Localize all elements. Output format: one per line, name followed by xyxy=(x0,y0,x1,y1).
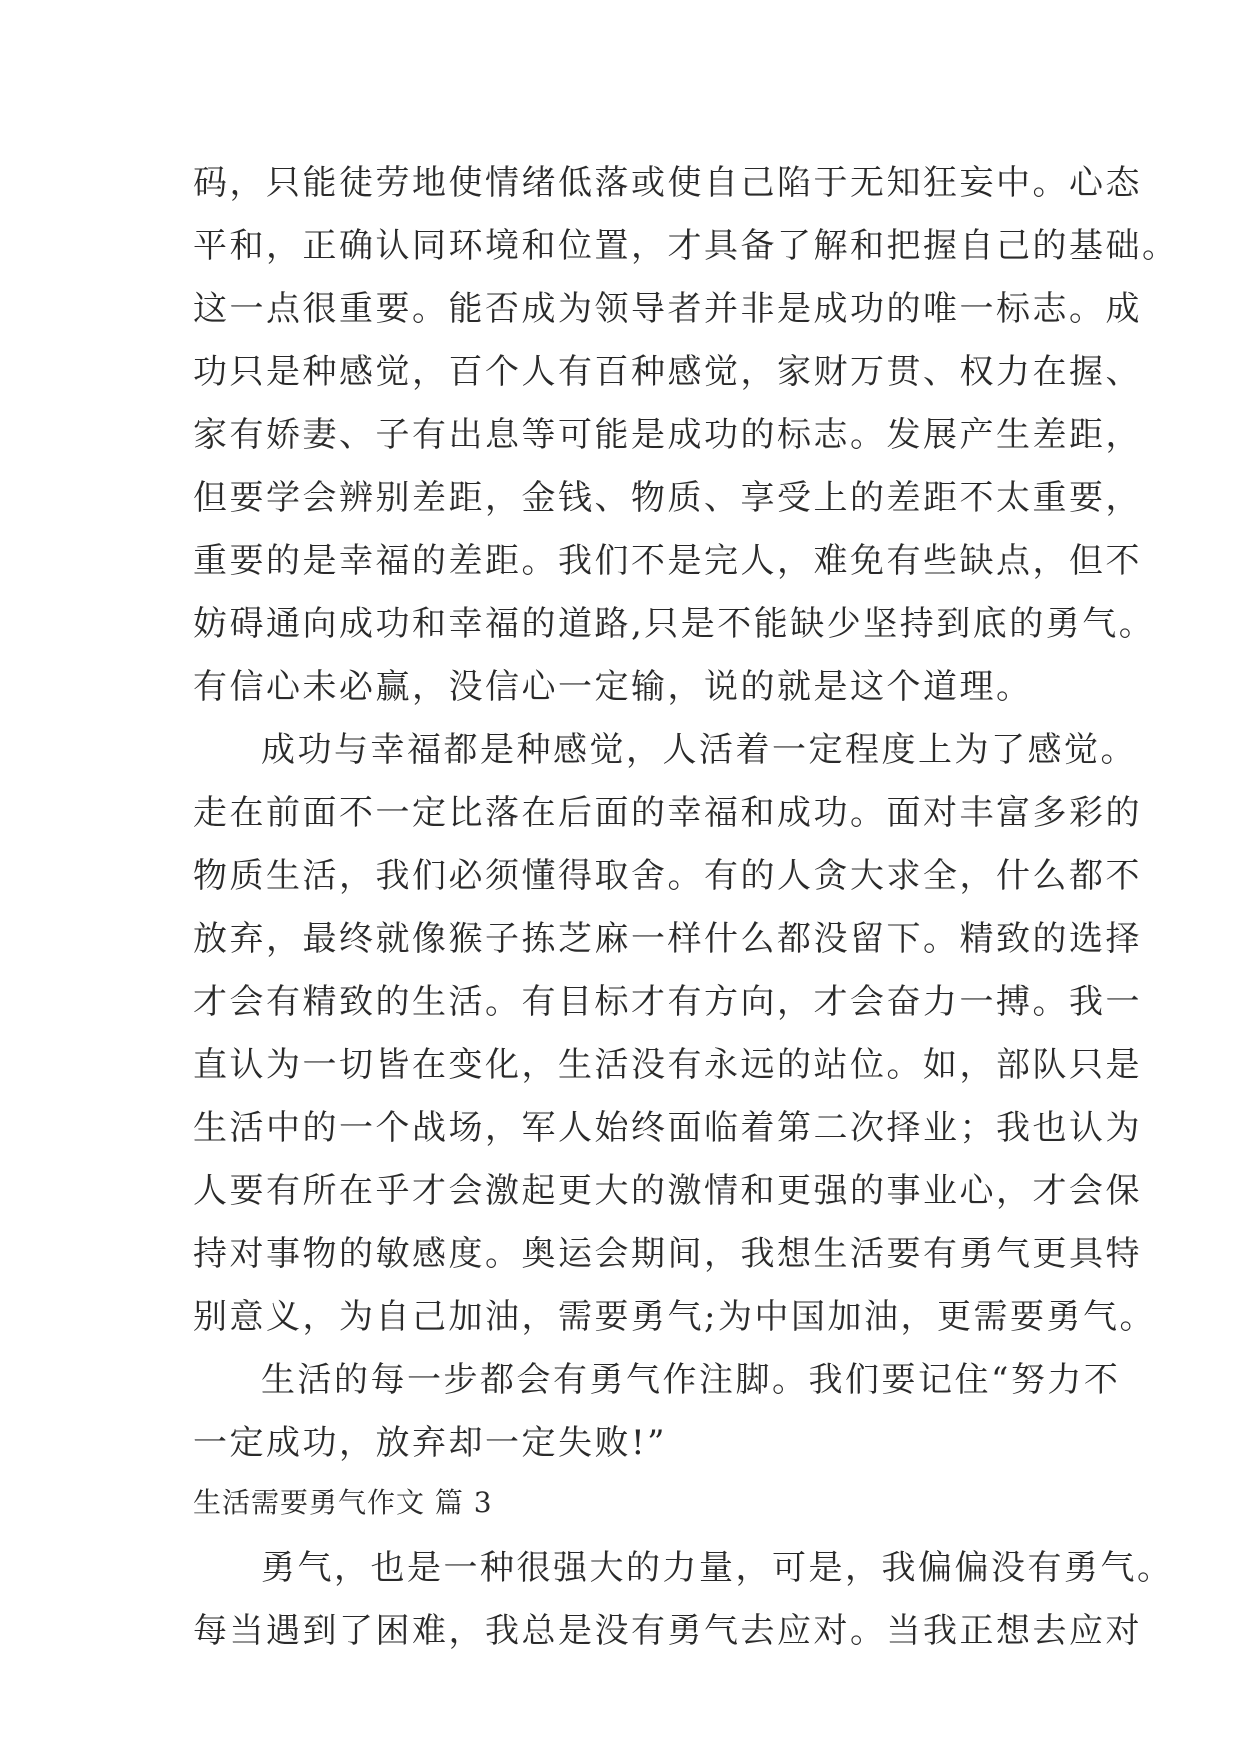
text-line: 别意义，为自己加油，需要勇气;为中国加油，更需要勇气。 xyxy=(193,1297,1156,1337)
text-line: 持对事物的敏感度。奥运会期间，我想生活要有勇气更具特 xyxy=(193,1234,1142,1274)
text-line: 平和，正确认同环境和位置，才具备了解和把握自己的基础。 xyxy=(193,226,1179,266)
text-line: 这一点很重要。能否成为领导者并非是成功的唯一标志。成 xyxy=(193,289,1142,329)
paragraph-start-line: 生活的每一步都会有勇气作注脚。我们要记住“努力不 xyxy=(261,1360,1121,1400)
text-line: 但要学会辨别差距，金钱、物质、享受上的差距不太重要， xyxy=(193,478,1142,518)
text-line: 人要有所在乎才会激起更大的激情和更强的事业心，才会保 xyxy=(193,1171,1142,1211)
text-line: 码，只能徒劳地使情绪低落或使自己陷于无知狂妄中。心态 xyxy=(193,163,1142,203)
text-line: 重要的是幸福的差距。我们不是完人，难免有些缺点，但不 xyxy=(193,541,1142,581)
paragraph-start-line: 勇气，也是一种很强大的力量，可是，我偏偏没有勇气。 xyxy=(261,1548,1174,1588)
text-line: 生活中的一个战场，军人始终面临着第二次择业；我也认为 xyxy=(193,1108,1142,1148)
text-line: 有信心未必赢，没信心一定输，说的就是这个道理。 xyxy=(193,667,1033,707)
document-body xyxy=(193,152,1179,1663)
section-heading: 生活需要勇气作文 篇 3 xyxy=(193,1486,493,1519)
text-line: 直认为一切皆在变化，生活没有永远的站位。如，部队只是 xyxy=(193,1045,1142,1085)
text-line: 功只是种感觉，百个人有百种感觉，家财万贯、权力在握、 xyxy=(193,352,1142,392)
text-line: 物质生活，我们必须懂得取舍。有的人贪大求全，什么都不 xyxy=(193,856,1142,896)
text-line: 一定成功，放弃却一定失败!” xyxy=(193,1423,668,1463)
text-line: 放弃，最终就像猴子拣芝麻一样什么都没留下。精致的选择 xyxy=(193,919,1142,959)
text-line: 每当遇到了困难，我总是没有勇气去应对。当我正想去应对 xyxy=(193,1611,1142,1651)
text-line: 才会有精致的生活。有目标才有方向，才会奋力一搏。我一 xyxy=(193,982,1142,1022)
text-line: 家有娇妻、子有出息等可能是成功的标志。发展产生差距， xyxy=(193,415,1142,455)
text-line: 妨碍通向成功和幸福的道路,只是不能缺少坚持到底的勇气。 xyxy=(193,604,1156,644)
text-line: 走在前面不一定比落在后面的幸福和成功。面对丰富多彩的 xyxy=(193,793,1142,833)
paragraph-start-line: 成功与幸福都是种感觉，人活着一定程度上为了感觉。 xyxy=(261,730,1137,770)
